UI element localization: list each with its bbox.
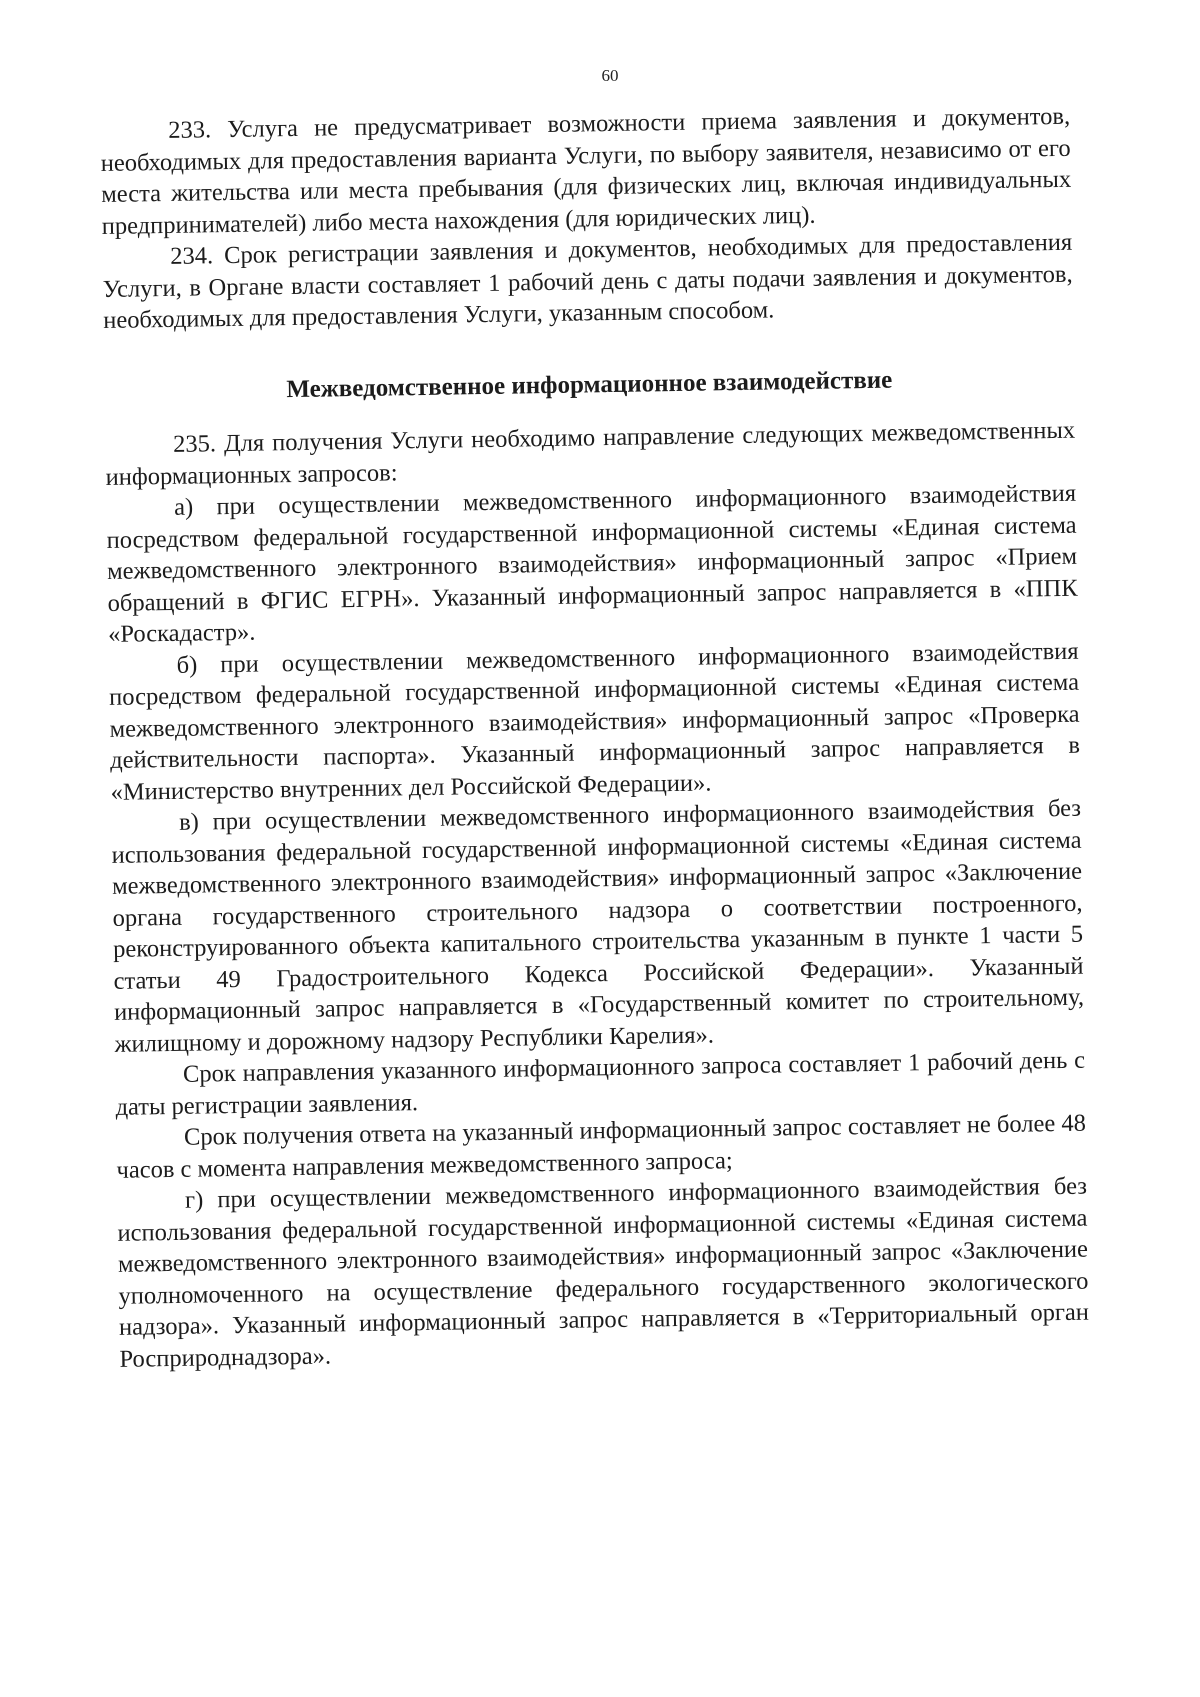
subparagraph-a: а) при осуществлении межведомственного информационного взаимодействия посредством федеральной государственной информационной системы «Единая система межведомственного электронного взаимодействия» информационный запрос «Прием обращений в ФГИС ЕГРН». Указанный информационный запрос направляется в «ППК «Роскадастр». [106,479,1078,648]
page-number: 60 [601,66,619,85]
paragraph-234: 234. Срок регистрации заявления и документов, необходимых для предоставления Услуги, в Органе власти составляет 1 рабочий день с даты подачи заявления и документов, необходимых для предоставления Услуги, указанным способом. [102,228,1073,334]
subparagraph-v: в) при осуществлении межведомственного информационного взаимодействия без использования федеральной государственной информационной системы «Единая система межведомственного электронного взаимодействия» информационный запрос «Заключение органа государственного строительного надзора о соответствии построенного, реконструированного объекта капитального строительства указанным в пункте 1 части 5 статьи 49 Градостроительного Кодекса Российской Федерации». Указанный информационный запрос направляется в «Государственный комитет по строительному, жилищному и дорожному надзору Республики Карелия». [111,794,1085,1058]
document-body [100,101,1090,1375]
subparagraph-g: г) при осуществлении межведомственного информационного взаимодействия без использования федеральной государственной информационной системы «Единая система межведомственного электронного взаимодействия» информационный запрос «Заключение уполномоченного на осуществление федерального государственного экологического надзора». Указанный информационный запрос направляется в «Территориальный орган Росприроднадзора». [117,1172,1090,1373]
request-deadline-paragraph: Срок направления указанного информационного запроса составляет 1 рабочий день с даты регистрации заявления. [115,1046,1086,1121]
subparagraph-b: б) при осуществлении межведомственного информационного взаимодействия посредством федеральной государственной информационной системы «Единая система межведомственного электронного взаимодействия» информационный запрос «Проверка действительности паспорта». Указанный информационный запрос направляется в «Министерство внутренних дел Российской Федерации». [108,637,1081,806]
paragraph-233: 233. Услуга не предусматривает возможности приема заявления и документов, необходимых для предоставления варианта Услуги, по выбору заявителя, независимо от его места жительства или места пребывания (для физических лиц, включая индивидуальных предпринимателей) либо места нахождения (для юридических лиц). [100,102,1072,240]
section-heading: Межведомственное информационное взаимодействие [286,366,893,403]
paragraph-235: 235. Для получения Услуги необходимо направление следующих межведомственных информационных запросов: [105,416,1076,491]
response-deadline-paragraph: Срок получения ответа на указанный информационный запрос составляет не более 48 часов с момента направления межведомственного запроса; [116,1109,1087,1184]
